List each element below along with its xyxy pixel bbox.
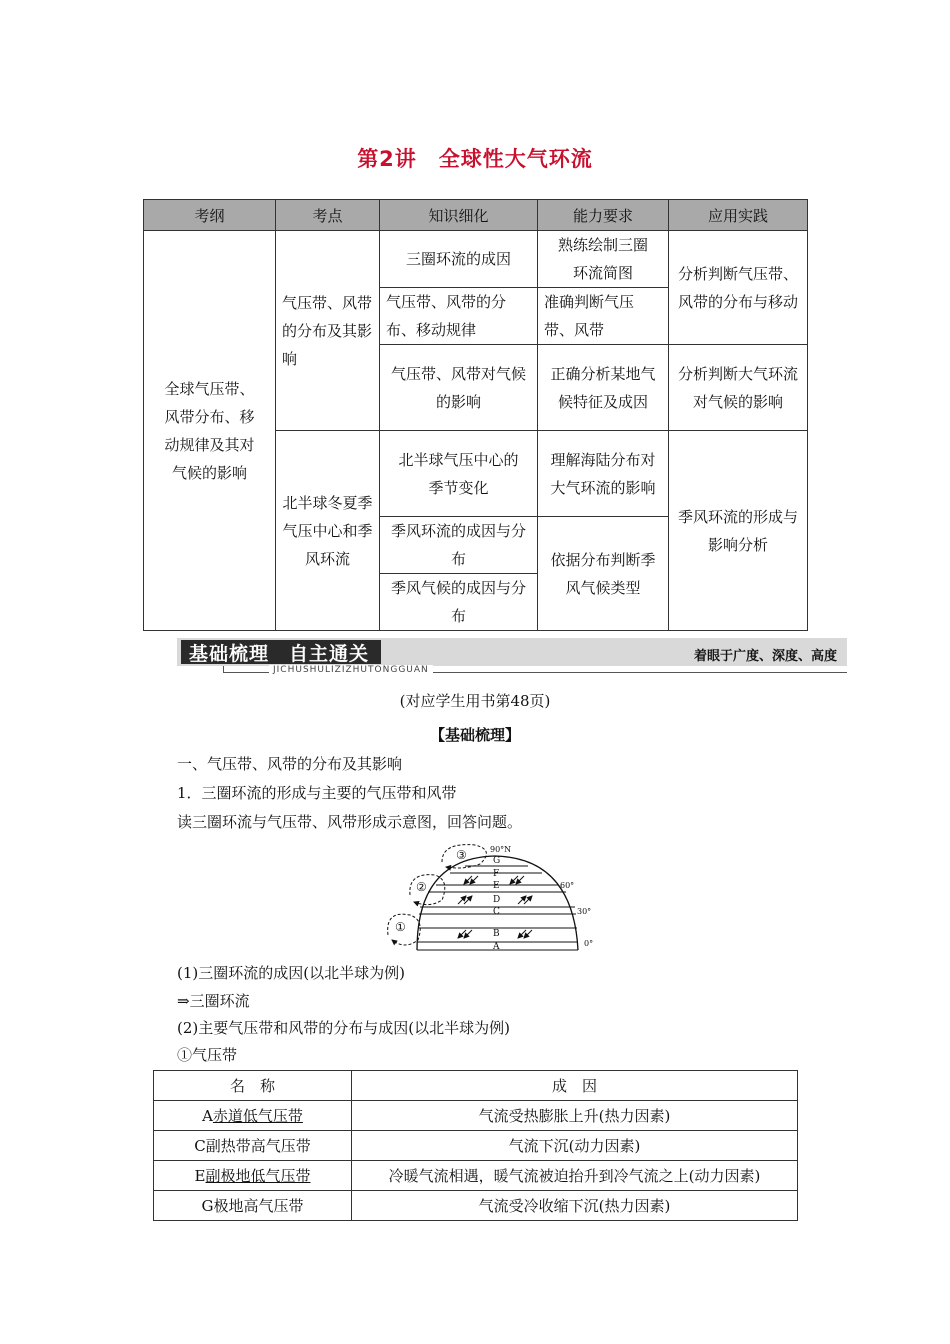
belt-letter: C xyxy=(194,1137,206,1155)
syllabus-cell: 全球气压带、风带分布、移动规律及其对气候的影响 xyxy=(144,231,276,631)
banner-tagline: 着眼于广度、深度、高度 xyxy=(693,649,837,664)
header-name: 名 称 xyxy=(154,1071,352,1101)
header-ability: 能力要求 xyxy=(538,200,669,231)
section-banner xyxy=(177,633,847,679)
belt-name-cell xyxy=(154,1161,352,1191)
pressure-belt-table xyxy=(153,1070,798,1221)
belt-letter: E xyxy=(194,1167,206,1185)
detail-cell-1: 三圈环流的成因 xyxy=(380,231,538,288)
belt-cause: 气流受热膨胀上升(热力因素) xyxy=(352,1101,798,1131)
detail-cell-5: 季风环流的成因与分布 xyxy=(380,517,538,574)
belt-name: 极地高气压带 xyxy=(213,1197,304,1215)
intro-text: 读三圈环流与气压带、风带形成示意图，回答问题。 xyxy=(177,813,523,831)
belt-letter-f: F xyxy=(493,869,500,879)
topic-cell-1: 气压带、风带的分布及其影响 xyxy=(276,231,380,431)
detail-cell-2: 气压带、风带的分布、移动规律 xyxy=(380,288,538,345)
section-label: 【基础梳理】 xyxy=(429,726,520,744)
belt-letter-b: B xyxy=(493,929,500,939)
practice-cell-3: 季风环流的形成与影响分析 xyxy=(669,431,808,631)
lat-label-0: 0° xyxy=(584,939,594,948)
question-2-sub: ①气压带 xyxy=(177,1046,238,1064)
table-row xyxy=(154,1131,798,1161)
table-row xyxy=(154,1161,798,1191)
heading-2: 1．三圈环流的形成与主要的气压带和风带 xyxy=(177,784,457,802)
ability-cell-5: 依据分布判断季风气候类型 xyxy=(538,517,669,631)
book-reference: (对应学生用书第48页) xyxy=(399,692,551,710)
belt-letter: G xyxy=(201,1197,214,1215)
belt-name-cell xyxy=(154,1131,352,1161)
detail-cell-4: 北半球气压中心的季节变化 xyxy=(380,431,538,517)
belt-letter-c: C xyxy=(493,907,500,917)
belt-cause: 气流受冷收缩下沉(热力因素) xyxy=(352,1191,798,1221)
question-1: (1)三圈环流的成因(以北半球为例) xyxy=(177,964,405,982)
three-cell-circulation-diagram xyxy=(380,840,605,955)
belt-name: 赤道低气压带 xyxy=(212,1107,303,1125)
question-1-answer: ⇒三圈环流 xyxy=(177,992,250,1010)
belt-name: 副热带高气压带 xyxy=(205,1137,311,1155)
ability-cell-3: 正确分析某地气候特征及成因 xyxy=(538,345,669,431)
belt-letter: A xyxy=(202,1107,213,1125)
practice-cell-2: 分析判断大气环流对气候的影响 xyxy=(669,345,808,431)
heading-1: 一、气压带、风带的分布及其影响 xyxy=(177,755,403,773)
detail-cell-3: 气压带、风带对气候的影响 xyxy=(380,345,538,431)
lat-label-30: 30° xyxy=(577,907,592,916)
table-row xyxy=(154,1191,798,1221)
belt-letter-d: D xyxy=(493,895,501,905)
banner-title: 基础梳理 xyxy=(189,643,270,665)
ability-cell-2: 准确判断气压带、风带 xyxy=(538,288,669,345)
header-detail: 知识细化 xyxy=(380,200,538,231)
outline-table xyxy=(143,199,808,631)
banner-pinyin: JICHUSHULIZIZHUTONGGUAN xyxy=(269,665,433,675)
lat-label-90n: 90°N xyxy=(490,845,512,854)
belt-name: 副极地低气压带 xyxy=(205,1167,311,1185)
belt-name-cell xyxy=(154,1191,352,1221)
ability-cell-1: 熟练绘制三圈环流简图 xyxy=(538,231,669,288)
lat-label-60: 60° xyxy=(560,881,575,890)
banner-subtitle: 自主通关 xyxy=(289,643,370,665)
page-title: 第2讲 全球性大气环流 xyxy=(357,147,593,171)
belt-name-cell xyxy=(154,1101,352,1131)
header-topic: 考点 xyxy=(276,200,380,231)
ability-cell-4: 理解海陆分布对大气环流的影响 xyxy=(538,431,669,517)
header-cause: 成 因 xyxy=(352,1071,798,1101)
belt-letter-e: E xyxy=(493,881,500,891)
belt-cause: 冷暖气流相遇，暖气流被迫抬升到冷气流之上(动力因素) xyxy=(352,1161,798,1191)
belt-letter-a: A xyxy=(493,942,500,952)
practice-cell-1: 分析判断气压带、风带的分布与移动 xyxy=(669,231,808,345)
header-syllabus: 考纲 xyxy=(144,200,276,231)
question-2: (2)主要气压带和风带的分布与成因(以北半球为例) xyxy=(177,1019,510,1037)
header-practice: 应用实践 xyxy=(669,200,808,231)
topic-cell-2: 北半球冬夏季气压中心和季风环流 xyxy=(276,431,380,631)
cell-label-1: ① xyxy=(395,920,406,934)
banner-rule-tick xyxy=(223,666,224,673)
table-row xyxy=(154,1101,798,1131)
cell-label-2: ② xyxy=(416,880,427,894)
cell-label-3: ③ xyxy=(456,848,467,862)
belt-cause: 气流下沉(动力因素) xyxy=(352,1131,798,1161)
detail-cell-6: 季风气候的成因与分布 xyxy=(380,574,538,631)
belt-letter-g: G xyxy=(493,856,501,866)
